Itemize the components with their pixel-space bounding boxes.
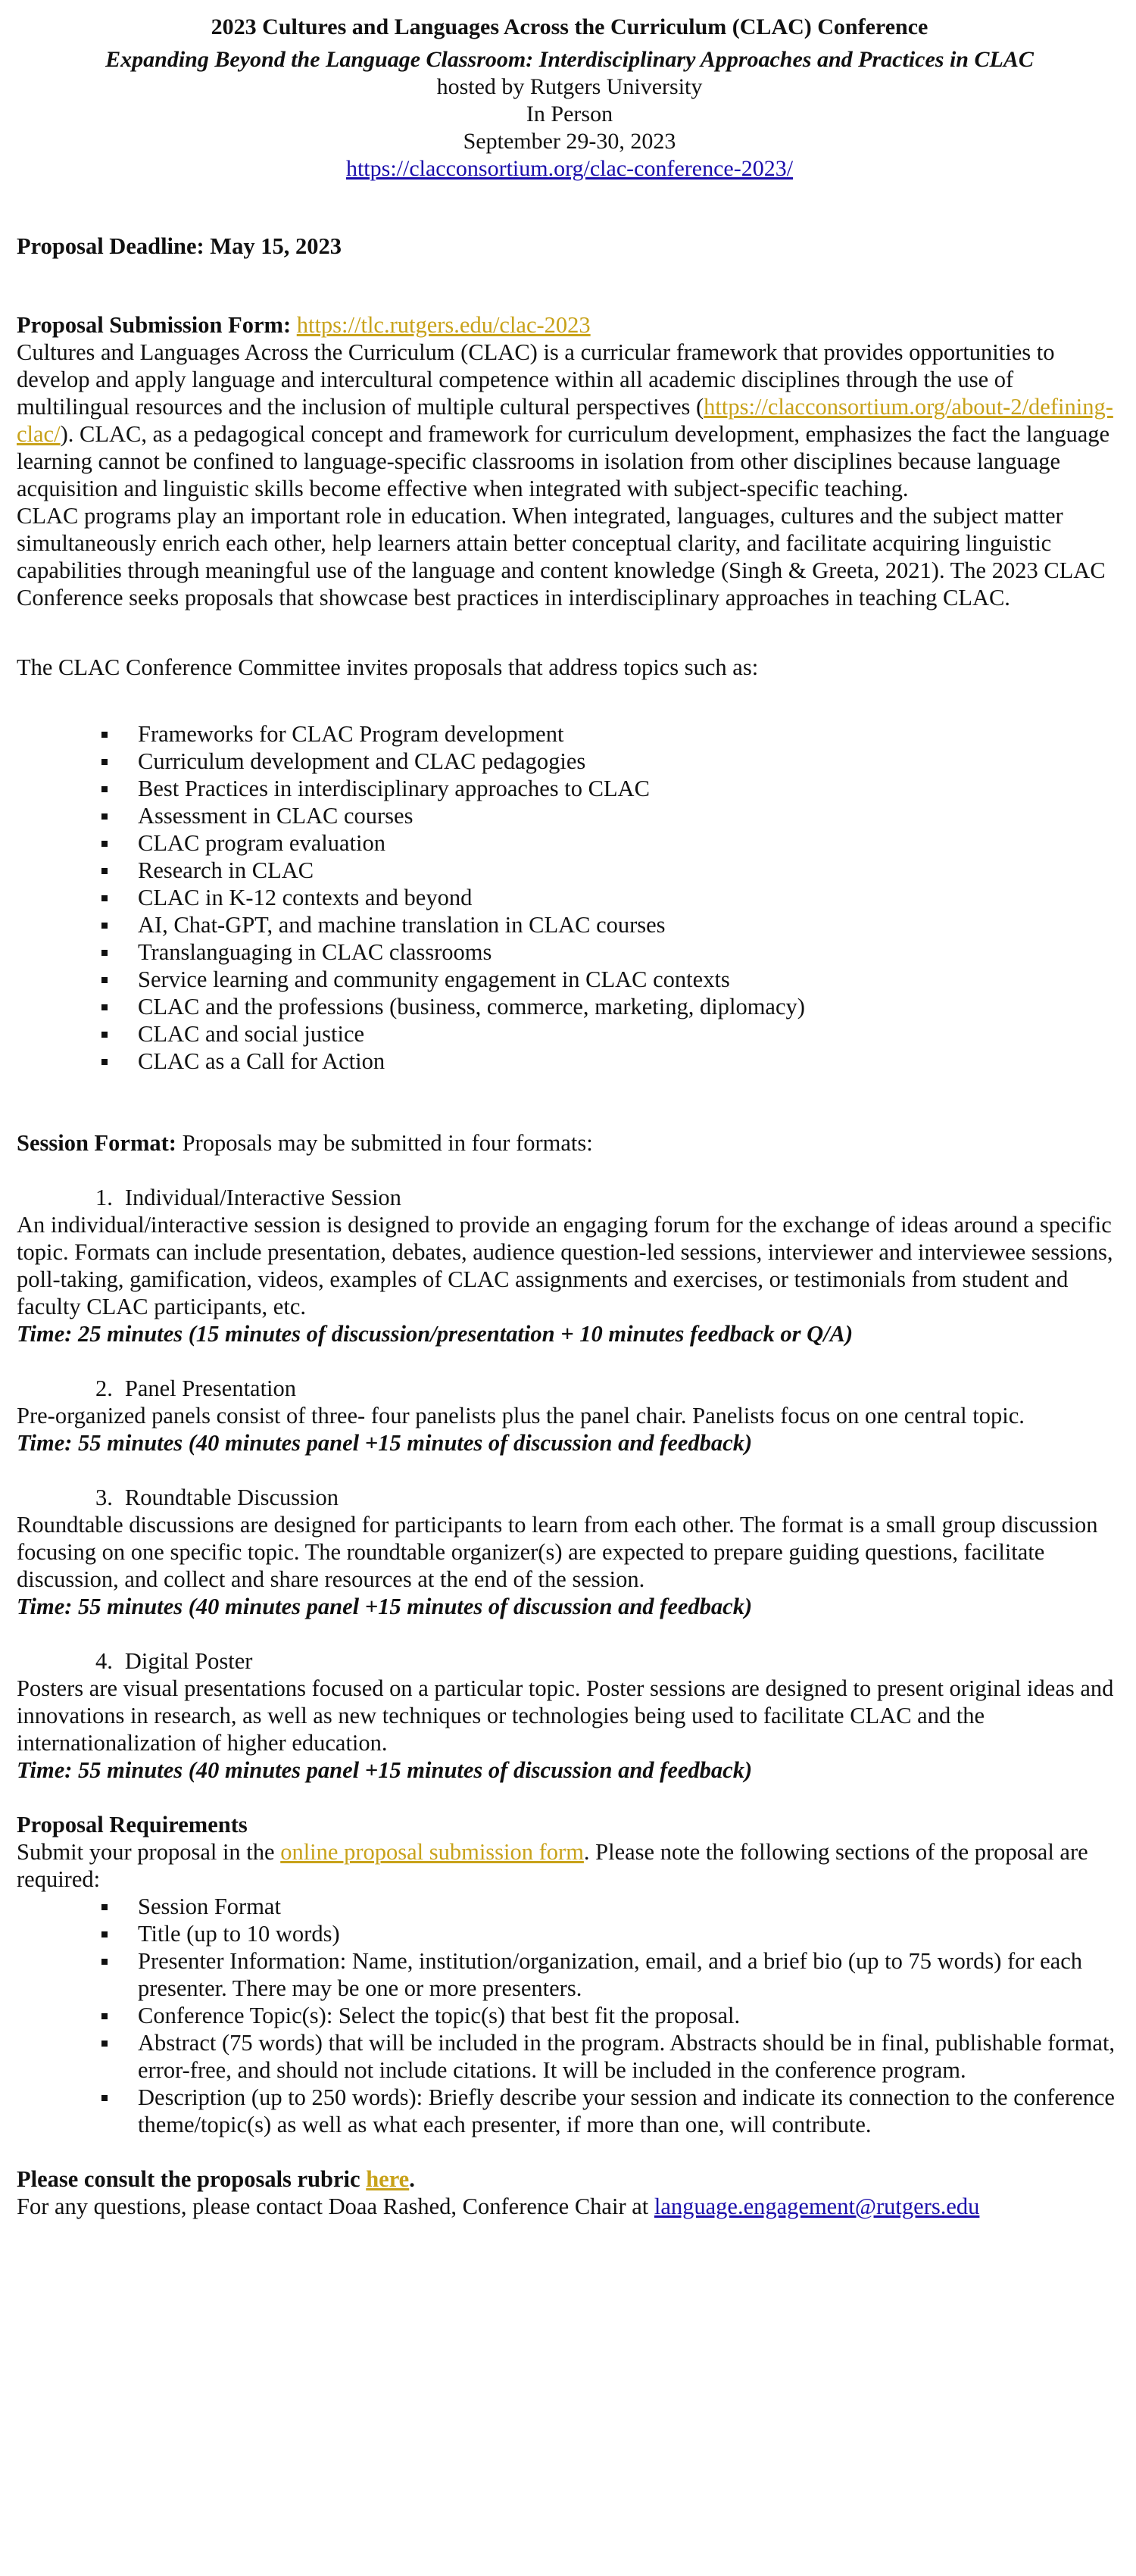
list-item: Research in CLAC <box>138 857 1122 884</box>
format-2-description: Pre-organized panels consist of three- four panelists plus the panel chair. Panelists focus on one central topic. <box>17 1403 1025 1429</box>
conference-title: 2023 Cultures and Languages Across the Curriculum (CLAC) Conference <box>211 14 928 39</box>
list-item: Curriculum development and CLAC pedagogies <box>138 748 1122 775</box>
rubric-text-after: . <box>409 2166 415 2192</box>
proposal-deadline: Proposal Deadline: May 15, 2023 <box>17 233 342 259</box>
list-item: Translanguaging in CLAC classrooms <box>138 938 1122 966</box>
intro-paragraph-1 <box>17 339 1122 502</box>
list-item: Best Practices in interdisciplinary approaches to CLAC <box>138 775 1122 802</box>
conference-dates: September 29-30, 2023 <box>463 129 676 154</box>
session-format-text: Proposals may be submitted in four formats: <box>182 1130 593 1156</box>
intro-paragraph-2: CLAC programs play an important role in education. When integrated, languages, cultures and the subject matter simultaneously enrich each other, help learners attain better conceptual clarity, and facilitate acquiring linguistic capabilities through meaningful use of the language and content knowledge (Singh & Greeta, 2021). The 2023 CLAC Conference seeks proposals that showcase best practices in interdisciplinary approaches in teaching CLAC. <box>17 503 1106 610</box>
list-item: Presenter Information: Name, institution/organization, email, and a brief bio (up to 75 words) for each presenter. There may be one or more presenters. <box>138 1947 1122 2002</box>
list-item: AI, Chat-GPT, and machine translation in CLAC courses <box>138 911 1122 938</box>
list-item: CLAC and the professions (business, commerce, marketing, diplomacy) <box>138 993 1122 1020</box>
list-item: Assessment in CLAC courses <box>138 802 1122 829</box>
format-1-number: 1. <box>95 1185 113 1210</box>
format-4-title-text: Digital Poster <box>124 1648 253 1674</box>
format-3-title <box>17 1484 1122 1511</box>
document-content <box>17 0 1122 2220</box>
submission-form-line <box>17 311 1122 339</box>
format-1-title <box>17 1184 1122 1211</box>
format-3-time: Time: 55 minutes (40 minutes panel +15 minutes of discussion and feedback) <box>17 1594 753 1619</box>
requirements-intro-before: Submit your proposal in the <box>17 1839 281 1865</box>
format-4-title <box>17 1647 1122 1675</box>
format-1-description: An individual/interactive session is designed to provide an engaging forum for the exchange of ideas around a specific topic. Formats can include presentation, debates, audience question-led sessions, interviewer and interviewee sessions, poll-taking, gamification, videos, examples of CLAC assignments and exercises, or testimonials from student and faculty CLAC participants, etc. <box>17 1212 1113 1319</box>
list-item: CLAC program evaluation <box>138 829 1122 857</box>
list-item: Session Format <box>138 1893 1122 1920</box>
format-4-description: Posters are visual presentations focused on a particular topic. Poster sessions are designed to present original ideas and innovations in research, as well as new techniques or technologies being used to facilitate CLAC and the internationalization of higher education. <box>17 1675 1114 1756</box>
contact-text: For any questions, please contact Doaa Rashed, Conference Chair at <box>17 2194 654 2219</box>
format-4-number: 4. <box>95 1648 113 1674</box>
format-3-number: 3. <box>95 1485 113 1510</box>
list-item: Title (up to 10 words) <box>138 1920 1122 1947</box>
online-proposal-form-link[interactable]: online proposal submission form <box>280 1839 584 1865</box>
session-format-heading <box>17 1129 1122 1157</box>
conference-host: hosted by Rutgers University <box>436 74 703 99</box>
conference-url-link[interactable]: https://clacconsortium.org/clac-conference-2023/ <box>345 156 794 181</box>
defining-clac-link[interactable]: https://clacconsortium.org/about-2/defining-clac/ <box>17 394 1113 447</box>
conference-subtitle: Expanding Beyond the Language Classroom: Interdisciplinary Approaches and Practices in CLAC <box>105 47 1034 72</box>
format-4-time: Time: 55 minutes (40 minutes panel +15 minutes of discussion and feedback) <box>17 1757 753 1783</box>
format-2-number: 2. <box>95 1375 113 1401</box>
submission-form-link[interactable]: https://tlc.rutgers.edu/clac-2023 <box>296 312 591 338</box>
conference-header <box>17 0 1122 183</box>
list-item: CLAC and social justice <box>138 1020 1122 1048</box>
requirements-list <box>17 1893 1122 2138</box>
list-item: Conference Topic(s): Select the topic(s) that best fit the proposal. <box>138 2002 1122 2029</box>
requirements-heading: Proposal Requirements <box>17 1812 248 1838</box>
topics-list <box>17 720 1122 1075</box>
intro-p1-text-before: Cultures and Languages Across the Curriculum (CLAC) is a curricular framework that provides opportunities to develop and apply language and intercultural competence within all academic disciplines through the use of multilingual resources and the inclusion of multiple cultural perspectives ( <box>17 339 1055 420</box>
list-item: Description (up to 250 words): Briefly describe your session and indicate its connection to the conference theme/topic(s) as well as what each presenter, if more than one, will contribute. <box>138 2084 1122 2138</box>
format-3-description: Roundtable discussions are designed for participants to learn from each other. The format is a small group discussion focusing on one specific topic. The roundtable organizer(s) are expected to prepare guiding questions, facilitate discussion, and collect and share resources at the end of the session. <box>17 1512 1098 1592</box>
contact-email-link[interactable]: language.engagement@rutgers.edu <box>654 2194 980 2219</box>
requirements-intro-after: . Please note the following sections of the proposal are required: <box>17 1839 1088 1892</box>
rubric-text-before: Please consult the proposals rubric <box>17 2166 367 2192</box>
list-item: CLAC in K-12 contexts and beyond <box>138 884 1122 911</box>
rubric-line <box>17 2165 1122 2193</box>
format-1-time: Time: 25 minutes (15 minutes of discussion/presentation + 10 minutes feedback or Q/A) <box>17 1321 854 1347</box>
rubric-here-link[interactable]: here <box>366 2166 410 2192</box>
format-1-title-text: Individual/Interactive Session <box>124 1185 401 1210</box>
conference-mode: In Person <box>526 101 613 126</box>
requirements-intro <box>17 1838 1122 1893</box>
list-item: Frameworks for CLAC Program development <box>138 720 1122 748</box>
list-item: Abstract (75 words) that will be included in the program. Abstracts should be in final, publishable format, error-free, and should not include citations. It will be included in the conference program. <box>138 2029 1122 2084</box>
list-item: CLAC as a Call for Action <box>138 1048 1122 1075</box>
session-format-label: Session Format: <box>17 1130 176 1156</box>
format-3-title-text: Roundtable Discussion <box>124 1485 339 1510</box>
contact-line <box>17 2193 1122 2220</box>
format-2-time: Time: 55 minutes (40 minutes panel +15 minutes of discussion and feedback) <box>17 1430 753 1456</box>
submission-label: Proposal Submission Form: <box>17 312 292 338</box>
intro-p1-text-after: ). CLAC, as a pedagogical concept and framework for curriculum development, emphasizes the fact the language learning cannot be confined to language-specific classrooms in isolation from other disciplines because language acquisition and linguistic skills become effective when integrated with subject-specific teaching. <box>17 421 1110 501</box>
topics-invitation: The CLAC Conference Committee invites proposals that address topics such as: <box>17 654 759 680</box>
list-item: Service learning and community engagement in CLAC contexts <box>138 966 1122 993</box>
format-2-title-text: Panel Presentation <box>124 1375 297 1401</box>
format-2-title <box>17 1375 1122 1402</box>
